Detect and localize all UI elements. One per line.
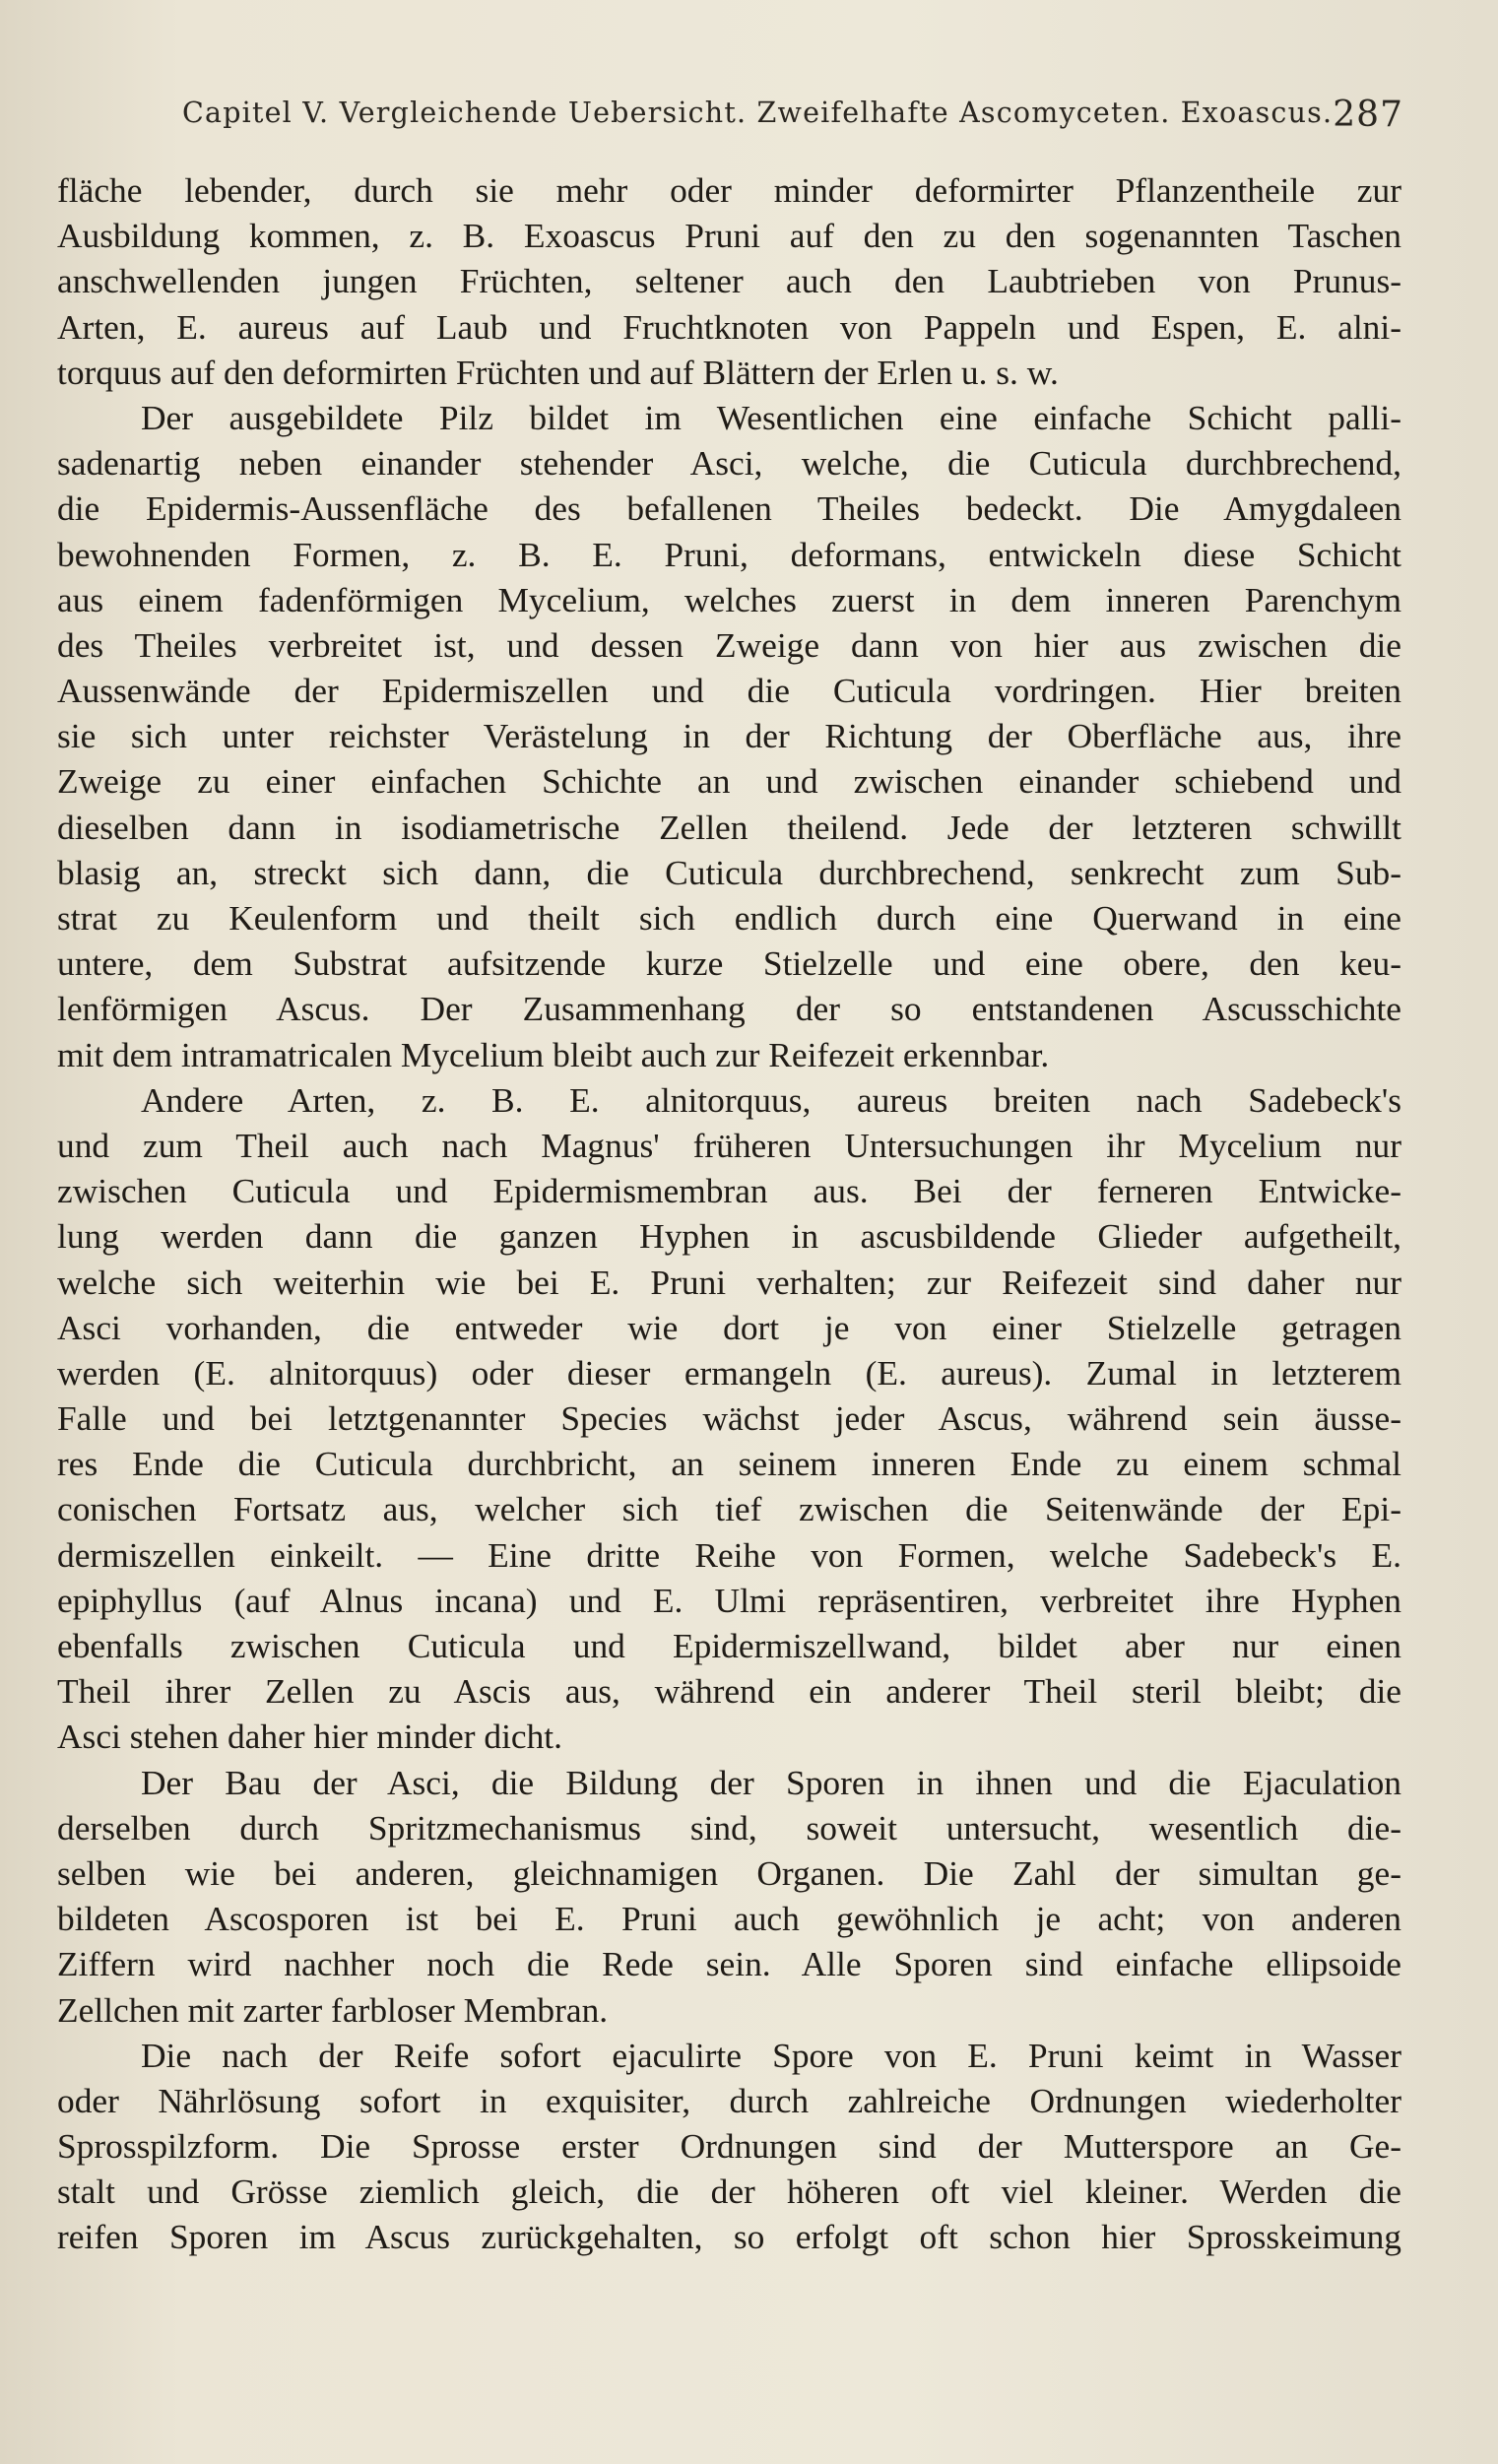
text-line: Arten, E. aureus auf Laub und Fruchtknoten von Pappeln und Espen, E. alni- — [57, 306, 1401, 347]
text-line: bewohnenden Formen, z. B. E. Pruni, deformans, entwickeln diese Schicht — [57, 534, 1401, 574]
text-line: Die nach der Reife sofort ejaculirte Spore von E. Pruni keimt in Wasser — [141, 2035, 1401, 2075]
text-line: dermiszellen einkeilt. — Eine dritte Reihe von Formen, welche Sadebeck's E. — [57, 1534, 1401, 1575]
text-line: dieselben dann in isodiametrische Zellen theilend. Jede der letzteren schwillt — [57, 807, 1401, 847]
text-line: strat zu Keulenform und theilt sich endlich durch eine Querwand in eine — [57, 898, 1401, 938]
text-line: Zellchen mit zarter farbloser Membran. — [57, 1989, 609, 2030]
text-line: lenförmigen Ascus. Der Zusammenhang der so entstandenen Ascusschichte — [57, 989, 1401, 1029]
text-line: des Theiles verbreitet ist, und dessen Zweige dann von hier aus zwischen die — [57, 624, 1401, 665]
text-line: untere, dem Substrat aufsitzende kurze Stielzelle und eine obere, den keu- — [57, 943, 1401, 984]
text-line: oder Nährlösung sofort in exquisiter, durch zahlreiche Ordnungen wiederholter — [57, 2080, 1401, 2120]
body-text — [57, 167, 1401, 2260]
text-line: Der ausgebildete Pilz bildet im Wesentlichen eine einfache Schicht palli- — [141, 397, 1401, 437]
running-head: Capitel V. Vergleichende Uebersicht. Zweifelhafte Ascomyceten. Exoascus. — [182, 97, 1334, 129]
text-line: Aussenwände der Epidermiszellen und die Cuticula vordringen. Hier breiten — [57, 671, 1401, 711]
text-line: torquus auf den deformirten Früchten und auf Blättern der Erlen u. s. w. — [57, 352, 1059, 392]
text-line: ebenfalls zwischen Cuticula und Epidermiszellwand, bildet aber nur einen — [57, 1626, 1401, 1665]
text-line: Der Bau der Asci, die Bildung der Sporen in ihnen und die Ejaculation — [141, 1762, 1401, 1802]
page-number: 287 — [1333, 95, 1403, 135]
text-line: Ziffern wird nachher noch die Rede sein. Alle Sporen sind einfache ellipsoide — [57, 1944, 1401, 1984]
text-line: lung werden dann die ganzen Hyphen in ascusbildende Glieder aufgetheilt, — [57, 1216, 1401, 1257]
text-line: die Epidermis-Aussenfläche des befallenen Theiles bedeckt. Die Amygdaleen — [57, 488, 1401, 529]
text-line: Theil ihrer Zellen zu Ascis aus, während ein anderer Theil steril bleibt; die — [57, 1671, 1401, 1712]
page-header — [182, 91, 1403, 146]
text-line: stalt und Grösse ziemlich gleich, die der höheren oft viel kleiner. Werden die — [57, 2172, 1401, 2212]
text-line: reifen Sporen im Ascus zurückgehalten, so erfolgt oft schon hier Sprosskeimung — [57, 2217, 1401, 2257]
text-line: sie sich unter reichster Verästelung in der Richtung der Oberfläche aus, ihre — [57, 716, 1401, 756]
text-line: Ausbildung kommen, z. B. Exoascus Pruni auf den zu den sogenannten Taschen — [57, 216, 1401, 256]
text-line: fläche lebender, durch sie mehr oder minder deformirter Pflanzentheile zur — [57, 170, 1401, 210]
text-line: sadenartig neben einander stehender Asci, welche, die Cuticula durchbrechend, — [57, 443, 1401, 484]
text-line: bildeten Ascosporen ist bei E. Pruni auch gewöhnlich je acht; von anderen — [57, 1899, 1401, 1939]
text-line: Asci stehen daher hier minder dicht. — [57, 1717, 562, 1757]
text-line: anschwellenden jungen Früchten, seltener auch den Laubtrieben von Prunus- — [57, 261, 1401, 301]
text-line: Falle und bei letztgenannter Species wächst jeder Ascus, während sein äusse- — [57, 1398, 1401, 1439]
text-line: epiphyllus (auf Alnus incana) und E. Ulmi repräsentiren, verbreitet ihre Hyphen — [57, 1580, 1401, 1620]
text-line: res Ende die Cuticula durchbricht, an seinem inneren Ende zu einem schmal — [57, 1444, 1401, 1484]
text-line: Asci vorhanden, die entweder wie dort je von einer Stielzelle getragen — [57, 1307, 1401, 1347]
text-line: und zum Theil auch nach Magnus' früheren Untersuchungen ihr Mycelium nur — [57, 1125, 1401, 1165]
text-line: Zweige zu einer einfachen Schichte an und zwischen einander schiebend und — [57, 761, 1401, 802]
text-line: aus einem fadenförmigen Mycelium, welches zuerst in dem inneren Parenchym — [57, 579, 1401, 619]
text-line: Sprosspilzform. Die Sprosse erster Ordnungen sind der Mutterspore an Ge- — [57, 2126, 1401, 2167]
text-line: zwischen Cuticula und Epidermismembran aus. Bei der ferneren Entwicke- — [57, 1171, 1401, 1211]
text-line: derselben durch Spritzmechanismus sind, soweit untersucht, wesentlich die- — [57, 1807, 1401, 1848]
text-line: werden (E. alnitorquus) oder dieser ermangeln (E. aureus). Zumal in letzterem — [57, 1352, 1401, 1393]
text-line: welche sich weiterhin wie bei E. Pruni verhalten; zur Reifezeit sind daher nur — [57, 1262, 1401, 1302]
text-line: selben wie bei anderen, gleichnamigen Organen. Die Zahl der simultan ge- — [57, 1852, 1401, 1893]
text-line: Andere Arten, z. B. E. alnitorquus, aureus breiten nach Sadebeck's — [141, 1079, 1401, 1120]
text-line: mit dem intramatricalen Mycelium bleibt auch zur Reifezeit erkennbar. — [57, 1034, 1050, 1074]
text-line: conischen Fortsatz aus, welcher sich tief zwischen die Seitenwände der Epi- — [57, 1489, 1401, 1529]
text-line: blasig an, streckt sich dann, die Cuticula durchbrechend, senkrecht zum Sub- — [57, 852, 1401, 892]
